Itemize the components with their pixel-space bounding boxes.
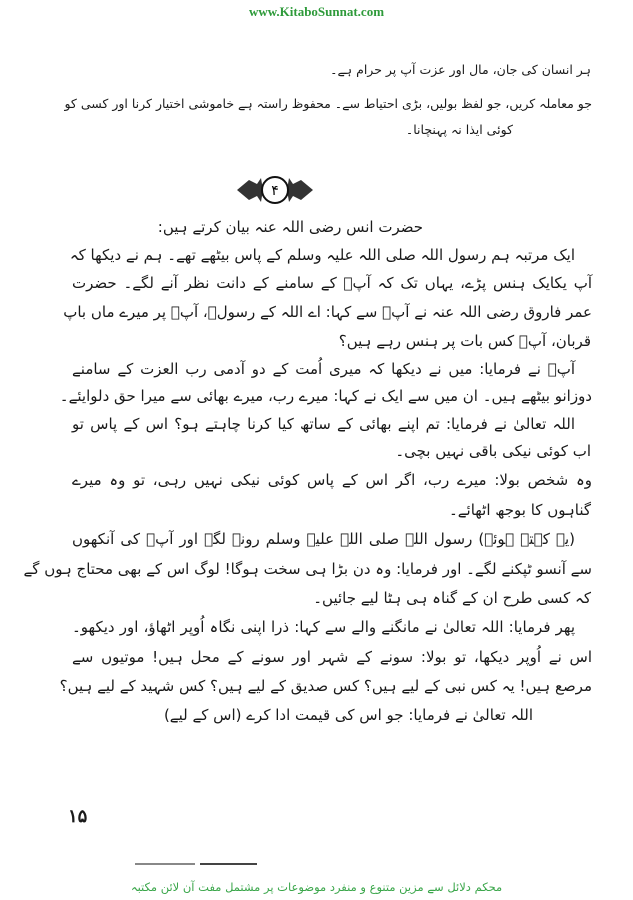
body-line: عمر فاروق رضی اللہ عنہ نے آپؐ سے کہا: اے اللہ کے رسولؐ، آپؐ پر میرے ماں باپ bbox=[63, 303, 592, 321]
divider bbox=[200, 863, 257, 865]
intro-line: جو معاملہ کریں، جو لفظ بولیں، بڑی احتیاط سے۔ محفوظ راستہ ہے خاموشی اختیار کرنا اور کسی کو bbox=[64, 96, 592, 111]
body-line: گناہوں کا بوجھ اٹھائے۔ bbox=[448, 501, 591, 519]
body-line: سے آنسو ٹپکنے لگے۔ اور فرمایا: وہ دن بڑا ہی سخت ہوگا! لوگ اس کے بھی محتاج ہوں گے bbox=[23, 560, 592, 578]
body-line: آپؐ نے فرمایا: میں نے دیکھا کہ میری اُمت کے دو آدمی رب العزت کے سامنے bbox=[72, 360, 575, 378]
body-line: اللہ تعالیٰ نے فرمایا: تم اپنے بھائی کے ساتھ کیا کرنا چاہتے ہو؟ اس کے پاس تو bbox=[72, 415, 575, 433]
body-line: کہ کسی طرح ان کے گناہ ہی ہٹا لیے جائیں۔ bbox=[313, 589, 591, 607]
body-line: اس نے اُوپر دیکھا، تو بولا: سونے کے شہر اور سونے کے محل ہیں! موتیوں سے bbox=[72, 648, 592, 666]
page-number: ۱۵ bbox=[68, 806, 88, 826]
site-url: www.KitaboSunnat.com bbox=[248, 4, 385, 19]
section-heading: حضرت انس رضی اللہ عنہ بیان کرتے ہیں: bbox=[157, 218, 423, 236]
intro-line: کوئی ایذا نہ پہنچانا۔ bbox=[405, 122, 513, 137]
body-line: قربان، آپؐ کس بات پر ہنس رہے ہیں؟ bbox=[338, 332, 591, 350]
body-line: دوزانو بیٹھے ہیں۔ ان میں سے ایک نے کہا: میرے رب، میرے بھائی سے میرا حق دلوایئے۔ bbox=[59, 387, 592, 405]
intro-line: ہر انسان کی جان، مال اور عزت آپ پر حرام ہے۔ bbox=[330, 62, 591, 77]
body-line: وہ شخص بولا: میرے رب، اگر اس کے پاس کوئی نیکی نہیں رہی، تو وہ میرے bbox=[72, 471, 592, 489]
body-line: پھر فرمایا: اللہ تعالیٰ نے مانگنے والے سے کہا: ذرا اپنی نگاہ اُوپر اٹھاؤ، اور دیکھو۔ bbox=[72, 618, 575, 636]
footer-tagline: محکم دلائل سے مزین متنوع و منفرد موضوعات پر مشتمل مفت آن لائن مکتبہ bbox=[130, 880, 503, 894]
section-number: ۴ bbox=[271, 183, 279, 199]
body-line: اللہ تعالیٰ نے فرمایا: جو اس کی قیمت ادا کرے (اس کے لیے) bbox=[163, 706, 533, 724]
body-line: اب کوئی نیکی باقی نہیں بچی۔ bbox=[395, 442, 591, 460]
section-ornament bbox=[235, 172, 315, 208]
body-line: مرصع ہیں! یہ کس نبی کے لیے ہیں؟ کس صدیق کے لیے ہیں؟ کس شہید کے لیے ہیں؟ bbox=[59, 677, 592, 695]
body-line: ایک مرتبہ ہم رسول اللہ صلی اللہ علیہ وسلم کے پاس بیٹھے تھے۔ ہم نے دیکھا کہ bbox=[69, 246, 575, 264]
divider bbox=[135, 863, 195, 865]
body-line: آپ یکایک ہنس پڑے، یہاں تک کہ آپؐ کے سامنے کے دانت نظر آنے لگے۔ حضرت bbox=[72, 274, 592, 292]
body-line: (یہ کہتے ہوئے) رسول اللہ صلی اللہ علیہ وسلم رونے لگے اور آپؐ کی آنکھوں bbox=[72, 530, 575, 548]
